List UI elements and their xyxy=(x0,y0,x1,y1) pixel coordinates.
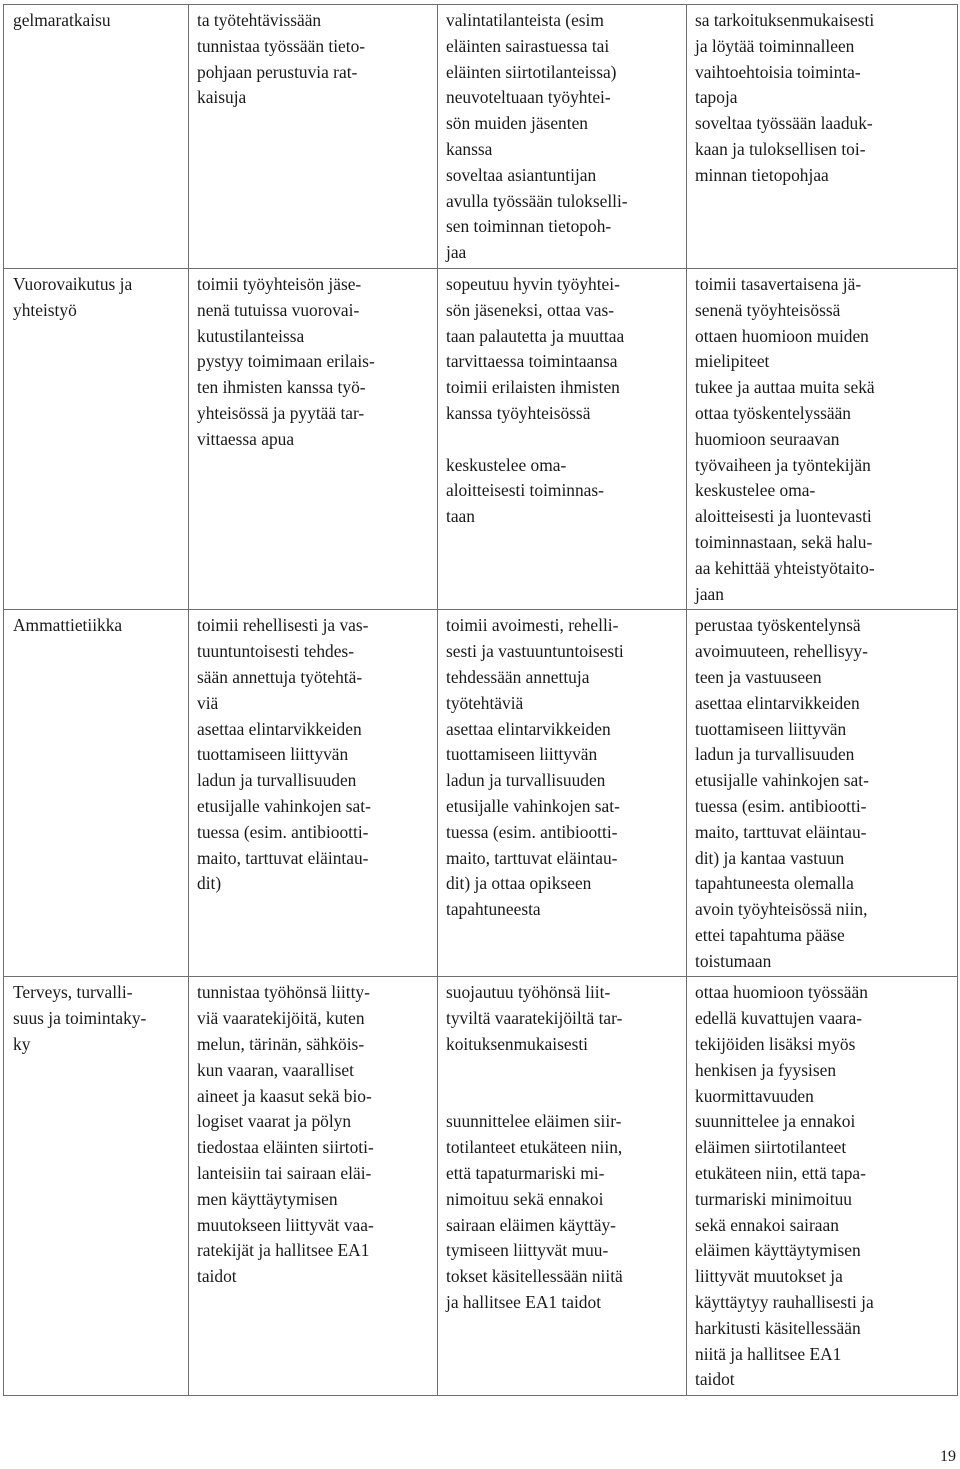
criteria-cell xyxy=(189,977,438,1396)
criteria-text: tiedostaa eläinten siirtoti- lanteisiin tai sairaan eläi- men käyttäytymisen muutokseen liittyvät vaa- ratekijät ja hallitsee EA1 taidot xyxy=(197,1137,374,1287)
row-label: Terveys, turvalli- suus ja toimintaky- ky xyxy=(13,982,147,1055)
criteria-text: toimii erilaisten ihmisten kanssa työyhteisössä xyxy=(446,377,620,423)
criteria-table xyxy=(3,4,958,1396)
criteria-text: valintatilanteista (esim eläinten sairastuessa tai eläinten siirtotilanteissa) neuvoteltuaan työyhtei- sön muiden jäsenten kanssa xyxy=(446,10,617,159)
page-number: 19 xyxy=(940,1448,956,1465)
row-label-cell xyxy=(4,977,189,1396)
table-row xyxy=(4,268,958,609)
criteria-cell xyxy=(687,610,958,977)
criteria-text: sa tarkoituksenmukaisesti ja löytää toiminnalleen vaihtoehtoisia toiminta- tapoja xyxy=(695,10,875,108)
criteria-cell xyxy=(189,5,438,269)
criteria-cell xyxy=(438,977,687,1396)
criteria-text: sopeutuu hyvin työyhtei- sön jäseneksi, ottaa vas- taan palautetta ja muuttaa tarvittaessa toimintaansa xyxy=(446,273,625,372)
criteria-cell xyxy=(687,5,958,269)
criteria-text: soveltaa asiantuntijan avulla työssään tulokselli- sen toiminnan tietopoh- jaa xyxy=(446,164,628,263)
criteria-cell xyxy=(189,610,438,977)
criteria-cell xyxy=(438,610,687,977)
criteria-cell xyxy=(438,268,687,609)
criteria-text: keskustelee oma- aloitteisesti toiminnas- taan xyxy=(446,454,604,527)
table-row xyxy=(4,5,958,269)
criteria-text: suunnittelee eläimen siir- totilanteet etukäteen niin, että tapaturmariski mi- nimoituu sekä ennakoi sairaan eläimen käyttäy- tymiseen liittyvät muu- tokset käsitellessään niitä ja hallitsee EA1 taidot xyxy=(446,1111,623,1313)
criteria-cell xyxy=(687,268,958,609)
criteria-cell xyxy=(189,268,438,609)
row-label: gelmaratkaisu xyxy=(13,10,111,30)
criteria-text: toimii työyhteisön jäse- nenä tutuissa vuorovai- kutustilanteissa xyxy=(197,273,362,346)
criteria-text: asettaa elintarvikkeiden tuottamiseen liittyvän ladun ja turvallisuuden etusijalle vahinkojen sat- tuessa (esim. antibiootti- maito, tarttuvat eläintau- dit) ja ottaa opikseen tapahtuneesta xyxy=(446,718,620,920)
criteria-text: suunnittelee ja ennakoi eläimen siirtotilanteet etukäteen niin, että tapa- turmariski minimoituu sekä ennakoi sairaan eläimen käyttäytymisen liittyvät muutokset ja käyttäytyy rauhallisesti ja harkitusti käsitellessään niitä ja hallitsee EA1 taidot xyxy=(695,1111,874,1390)
criteria-text: tunnistaa työhönsä liitty- viä vaaratekijöitä, kuten melun, tärinän, sähköis- kun vaaran, vaaralliset aineet ja kaasut sekä bio- logiset vaarat ja pölyn xyxy=(197,982,372,1132)
criteria-text: ottaa huomioon työssään edellä kuvattujen vaara- tekijöiden lisäksi myös henkisen ja fyysisen kuormittavuuden xyxy=(695,982,868,1106)
criteria-text: asettaa elintarvikkeiden tuottamiseen liittyvän ladun ja turvallisuuden etusijalle vahinkojen sat- tuessa (esim. antibiootti- maito, tarttuvat eläintau- dit) ja kantaa vastuun tapahtuneesta olemalla avoin työyhteisössä niin, ettei tapahtuma pääse toistumaan xyxy=(695,692,869,971)
criteria-text: soveltaa työssään laaduk- kaan ja tuloksellisen toi- minnan tietopohjaa xyxy=(695,113,873,185)
table-row xyxy=(4,610,958,977)
row-label: Vuorovaikutus ja yhteistyö xyxy=(13,273,133,320)
criteria-cell xyxy=(438,5,687,269)
criteria-text: toimii avoimesti, rehelli- sesti ja vastuuntuntoisesti tehdessään annettuja työtehtäviä xyxy=(446,615,624,713)
row-label-cell xyxy=(4,5,189,269)
criteria-text: asettaa elintarvikkeiden tuottamiseen liittyvän ladun ja turvallisuuden etusijalle vahinkojen sat- tuessa (esim. antibiootti- maito, tarttuvat eläintau- dit) xyxy=(197,718,371,894)
criteria-text: suojautuu työhönsä liit- tyviltä vaaratekijöiltä tar- koituksenmukaisesti xyxy=(446,982,623,1055)
criteria-cell xyxy=(687,977,958,1396)
criteria-text: toimii tasavertaisena jä- senenä työyhteisössä ottaen huomioon muiden mielipiteet xyxy=(695,273,869,372)
criteria-text: tunnistaa työssään tieto- pohjaan perustuvia rat- kaisuja xyxy=(197,35,366,108)
criteria-text: perustaa työskentelynsä avoimuuteen, rehellisyy- teen ja vastuuseen xyxy=(695,615,868,687)
table-row xyxy=(4,977,958,1396)
row-label-cell xyxy=(4,268,189,609)
criteria-text: ta työtehtävissään xyxy=(197,10,322,30)
criteria-text: toimii rehellisesti ja vas- tuuntuntoisesti tehdes- sään annettuja työtehtä- viä xyxy=(197,615,369,713)
criteria-text: tukee ja auttaa muita sekä ottaa työskentelyssään huomioon seuraavan työvaiheen ja työntekijän xyxy=(695,377,875,475)
criteria-text: pystyy toimimaan erilais- ten ihmisten kanssa työ- yhteisössä ja pyytää tar- vittaessa apua xyxy=(197,351,375,449)
row-label: Ammattietiikka xyxy=(13,615,123,636)
criteria-text: keskustelee oma- aloitteisesti ja luontevasti toiminnastaan, sekä halu- aa kehittää yhteistyötaito- jaan xyxy=(695,480,875,604)
row-label-cell xyxy=(4,610,189,977)
